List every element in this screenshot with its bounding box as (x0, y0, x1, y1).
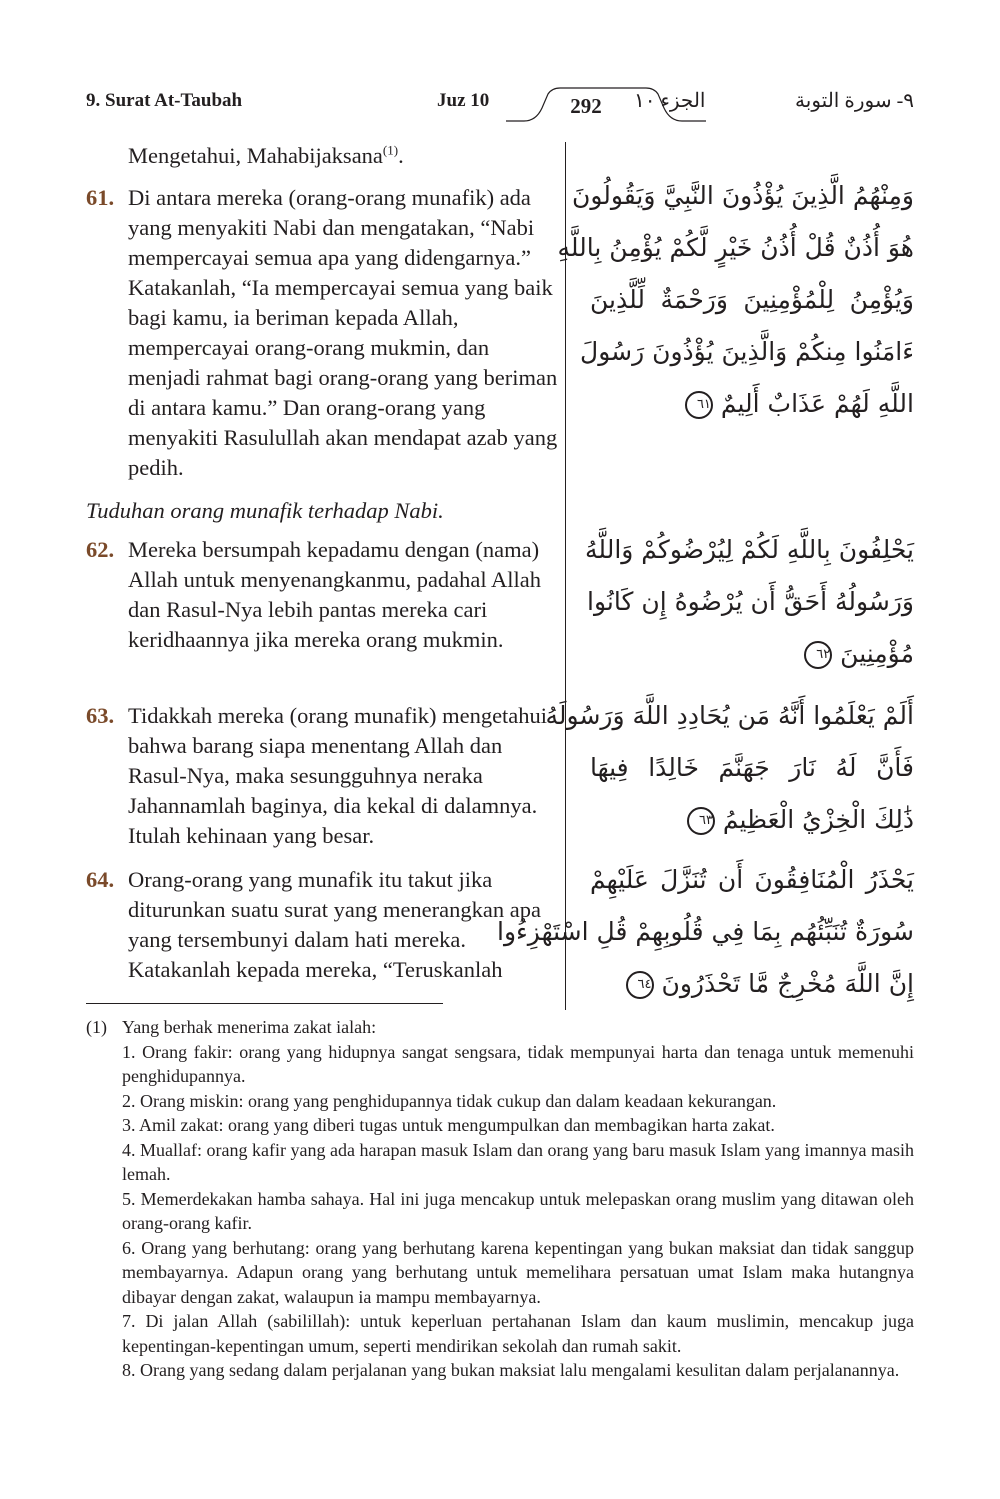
juz-label-arabic: الجزء ١٠ (634, 90, 706, 112)
footnote (86, 1015, 914, 1383)
footnote-marker: (1) (86, 1017, 107, 1037)
arabic-line: سُورَةٌ تُنَبِّئُهُم بِمَا فِي قُلُوبِهِمْ قُلِ اسْتَهْزِءُوا (497, 917, 914, 946)
arabic-line: ءَامَنُوا مِنكُمْ وَالَّذِينَ يُؤْذُونَ رَسُولَ (580, 337, 914, 366)
page-header (86, 86, 914, 122)
footnote-reference: (1) (382, 142, 399, 158)
footnote-item: 5. Memerdekakan hamba sahaya. Hal ini juga mencakup untuk melepaskan orang muslim yang ditawan oleh orang-orang kafir. (122, 1188, 914, 1233)
ayah-number-marker: ٦٣ (687, 807, 715, 835)
arabic-line: يَحْلِفُونَ بِاللَّهِ لَكُمْ لِيُرْضُوكُمْ وَاللَّهُ (585, 535, 914, 564)
surah-title-arabic: ٩- سورة التوبة (795, 90, 914, 112)
ayah-number-marker: ٦٤ (626, 971, 654, 999)
verse-61 (86, 183, 558, 483)
ayah-number-marker: ٦٢ (804, 641, 832, 669)
footnote-item: 4. Muallaf: orang kafir yang ada harapan masuk Islam dan orang yang baru masuk Islam yang imannya masih lemah. (122, 1139, 914, 1184)
footnote-item: 2. Orang miskin: orang yang penghidupannya tidak cukup dan dalam keadaan kekurangan. (122, 1090, 777, 1111)
juz-label-latin: Juz 10 (437, 90, 490, 111)
section-heading: Tuduhan orang munafik terhadap Nabi. (86, 498, 444, 523)
verse-62 (86, 535, 558, 655)
arabic-line: هُوَ أُذُنٌ قُلْ أُذُنُ خَيْرٍ لَّكُمْ يُؤْمِنُ بِاللَّهِ (557, 233, 914, 262)
footnote-item: 7. Di jalan Allah (sabilillah): untuk keperluan pertahanan Islam dan kaum muslimin, mencakup juga kepentingan-kepentingan umum, seperti mendirikan sekolah dan rumah sakit. (122, 1311, 914, 1356)
footnote-item: 3. Amil zakat: orang yang diberi tugas untuk mengumpulkan dan membagikan harta zakat. (122, 1115, 775, 1135)
verse-number: 63. (86, 703, 115, 728)
verse-translation: Di antara mereka (orang-orang munafik) ada yang menyakiti Nabi dan mengatakan, “Nabi mempercayai semua apa yang didengarnya.” Katakanlah, “Ia mempercayai semua yang baik bagi kamu, ia beriman kepada Allah, mempercayai orang-orang mukmin, dan menjadi rahmat bagi orang-orang yang beriman di antara kamu.” Dan orang-orang yang menyakiti Rasulullah akan mendapat azab yang pedih. (128, 185, 558, 480)
verse-translation: Mereka bersumpah kepadamu dengan (nama) Allah untuk menyenangkanmu, padahal Allah dan Rasul-Nya lebih pantas mereka cari keridhaannya jika mereka orang mukmin. (128, 537, 542, 652)
page-number: 292 (570, 94, 602, 118)
arabic-line: فَأَنَّ لَهُ نَارَ جَهَنَّمَ خَالِدًا فِيهَا (590, 753, 914, 782)
arabic-line: أَلَمْ يَعْلَمُوا أَنَّهُ مَن يُحَادِدِ اللَّهَ وَرَسُولَهُ (545, 701, 914, 730)
arabic-line: وَرَسُولُهُ أَحَقُّ أَن يُرْضُوهُ إِن كَانُوا (587, 587, 914, 616)
arabic-verse-62 (585, 524, 914, 680)
arabic-line: وَيُؤْمِنُ لِلْمُؤْمِنِينَ وَرَحْمَةٌ لِّلَّذِينَ (590, 285, 914, 314)
verse-number: 64. (86, 867, 115, 892)
arabic-line: يَحْذَرُ الْمُنَافِقُونَ أَن تُنَزَّلَ عَلَيْهِمْ (590, 865, 914, 894)
footnote-intro: Yang berhak menerima zakat ialah: (122, 1017, 377, 1037)
verse-63 (86, 701, 558, 851)
arabic-line: مُؤْمِنِينَ (840, 639, 914, 668)
footnote-rule (86, 1003, 443, 1004)
arabic-line: ذَٰلِكَ الْخِزْيُ الْعَظِيمُ (722, 805, 914, 834)
arabic-verse-63 (545, 690, 914, 846)
verse-translation: Orang-orang yang munafik itu takut jika diturunkan suatu surat yang menerangkan apa yang tersembunyi dalam hati mereka. Katakanlah kepada mereka, “Teruskanlah (128, 867, 541, 982)
arabic-line: إِنَّ اللَّهَ مُخْرِجٌ مَّا تَحْذَرُونَ (661, 969, 914, 998)
verse-number: 62. (86, 537, 115, 562)
arabic-line: وَمِنْهُمُ الَّذِينَ يُؤْذُونَ النَّبِيَّ وَيَقُولُونَ (571, 181, 914, 210)
surah-title-latin: 9. Surat At-Taubah (86, 90, 243, 111)
continuation-text: Mengetahui, Mahabijaksana$^{(1)}$. (128, 142, 404, 168)
ayah-number-marker: ٦١ (685, 391, 713, 419)
arabic-verse-61 (557, 170, 914, 430)
verse-translation: Tidakkah mereka (orang munafik) mengetahui bahwa barang siapa menentang Allah dan Rasul-Nya, maka sesungguhnya neraka Jahannamlah baginya, dia kekal di dalamnya. Itulah kehinaan yang besar. (128, 703, 548, 848)
verse-number: 61. (86, 185, 115, 210)
footnote-item: 8. Orang yang sedang dalam perjalanan yang bukan maksiat lalu mengalami kesulitan dalam perjalanannya. (122, 1360, 900, 1380)
arabic-line: اللَّهِ لَهُمْ عَذَابٌ أَلِيمٌ (720, 389, 914, 418)
footnote-item: 1. Orang fakir: orang yang hidupnya sangat sengsara, tidak mempunyai harta dan tenaga untuk memenuhi penghidupannya. (122, 1041, 914, 1086)
verse-64 (86, 865, 558, 985)
arabic-verse-64 (497, 854, 914, 1010)
footnote-header (86, 1015, 914, 1040)
footnote-item: 6. Orang yang berhutang: orang yang berhutang karena kepentingan yang bukan maksiat dan tidak sanggup membayarnya. Adapun orang yang berhutang untuk memelihara persatuan umat Islam maka hutangnya dibayar dengan zakat, walaupun ia mampu membayarnya. (122, 1237, 914, 1307)
